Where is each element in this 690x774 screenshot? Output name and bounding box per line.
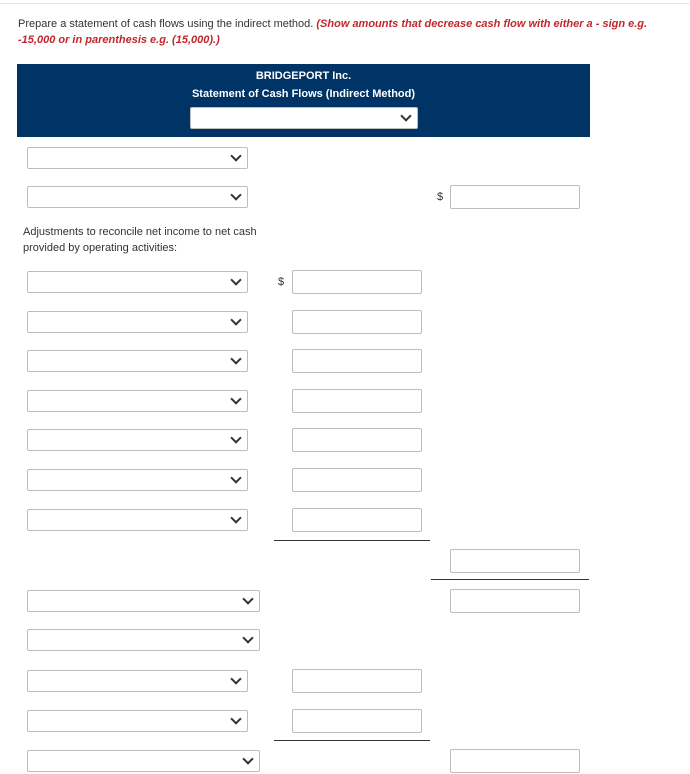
section-total-select[interactable] <box>27 750 260 772</box>
section-total-select[interactable] <box>27 590 260 612</box>
statement-title: Statement of Cash Flows (Indirect Method) <box>191 88 416 100</box>
adjustment-amount-input[interactable] <box>292 310 422 334</box>
adjustment-select[interactable] <box>27 350 248 372</box>
chevron-down-icon <box>230 673 241 684</box>
adjustment-amount-input[interactable] <box>292 349 422 373</box>
adjustment-amount-input[interactable] <box>292 428 422 452</box>
chevron-down-icon <box>230 189 241 200</box>
chevron-down-icon <box>230 713 241 724</box>
top-divider <box>0 3 690 4</box>
adjustment-amount-input[interactable] <box>292 270 422 294</box>
total-adjustments-input[interactable] <box>450 549 580 573</box>
company-name: BRIDGEPORT Inc. <box>255 70 352 82</box>
currency-symbol: $ <box>437 191 444 203</box>
chevron-down-icon <box>230 150 241 161</box>
section-select[interactable] <box>27 147 248 169</box>
adjustment-select[interactable] <box>27 469 248 491</box>
adjustment-amount-input[interactable] <box>292 389 422 413</box>
chevron-down-icon <box>230 314 241 325</box>
item-amount-input[interactable] <box>292 709 422 733</box>
section-total-input[interactable] <box>450 589 580 613</box>
chevron-down-icon <box>242 753 253 764</box>
period-select[interactable] <box>190 107 418 129</box>
item-amount-input[interactable] <box>292 669 422 693</box>
adjustment-select[interactable] <box>27 271 248 293</box>
chevron-down-icon <box>242 632 253 643</box>
adjustment-amount-input[interactable] <box>292 468 422 492</box>
instructions-emphasis: (Show amounts that decrease cash flow with either a - sign e.g. -15,000 or in parenthesis e.g. (15,000).) <box>18 18 648 46</box>
chevron-down-icon <box>230 432 241 443</box>
chevron-down-icon <box>230 274 241 285</box>
net-income-select[interactable] <box>27 186 248 208</box>
chevron-down-icon <box>230 353 241 364</box>
adjustment-select[interactable] <box>27 390 248 412</box>
adjustment-select[interactable] <box>27 509 248 531</box>
subtotal-rule <box>274 740 430 741</box>
currency-symbol: $ <box>278 276 285 288</box>
chevron-down-icon <box>230 393 241 404</box>
chevron-down-icon <box>400 110 411 121</box>
adjustment-amount-input[interactable] <box>292 508 422 532</box>
subtotal-rule <box>431 579 589 580</box>
instructions <box>18 16 683 48</box>
chevron-down-icon <box>230 512 241 523</box>
chevron-down-icon <box>230 472 241 483</box>
chevron-down-icon <box>242 593 253 604</box>
instructions-text: Prepare a statement of cash flows using the indirect method. <box>18 18 314 30</box>
section-select[interactable] <box>27 629 260 651</box>
section-total-input[interactable] <box>450 749 580 773</box>
adjustments-label: Adjustments to reconcile net income to net cash provided by operating activities: <box>23 226 257 254</box>
net-income-input[interactable] <box>450 185 580 209</box>
adjustment-select[interactable] <box>27 311 248 333</box>
adjustment-select[interactable] <box>27 429 248 451</box>
subtotal-rule <box>274 540 430 541</box>
item-select[interactable] <box>27 670 248 692</box>
item-select[interactable] <box>27 710 248 732</box>
